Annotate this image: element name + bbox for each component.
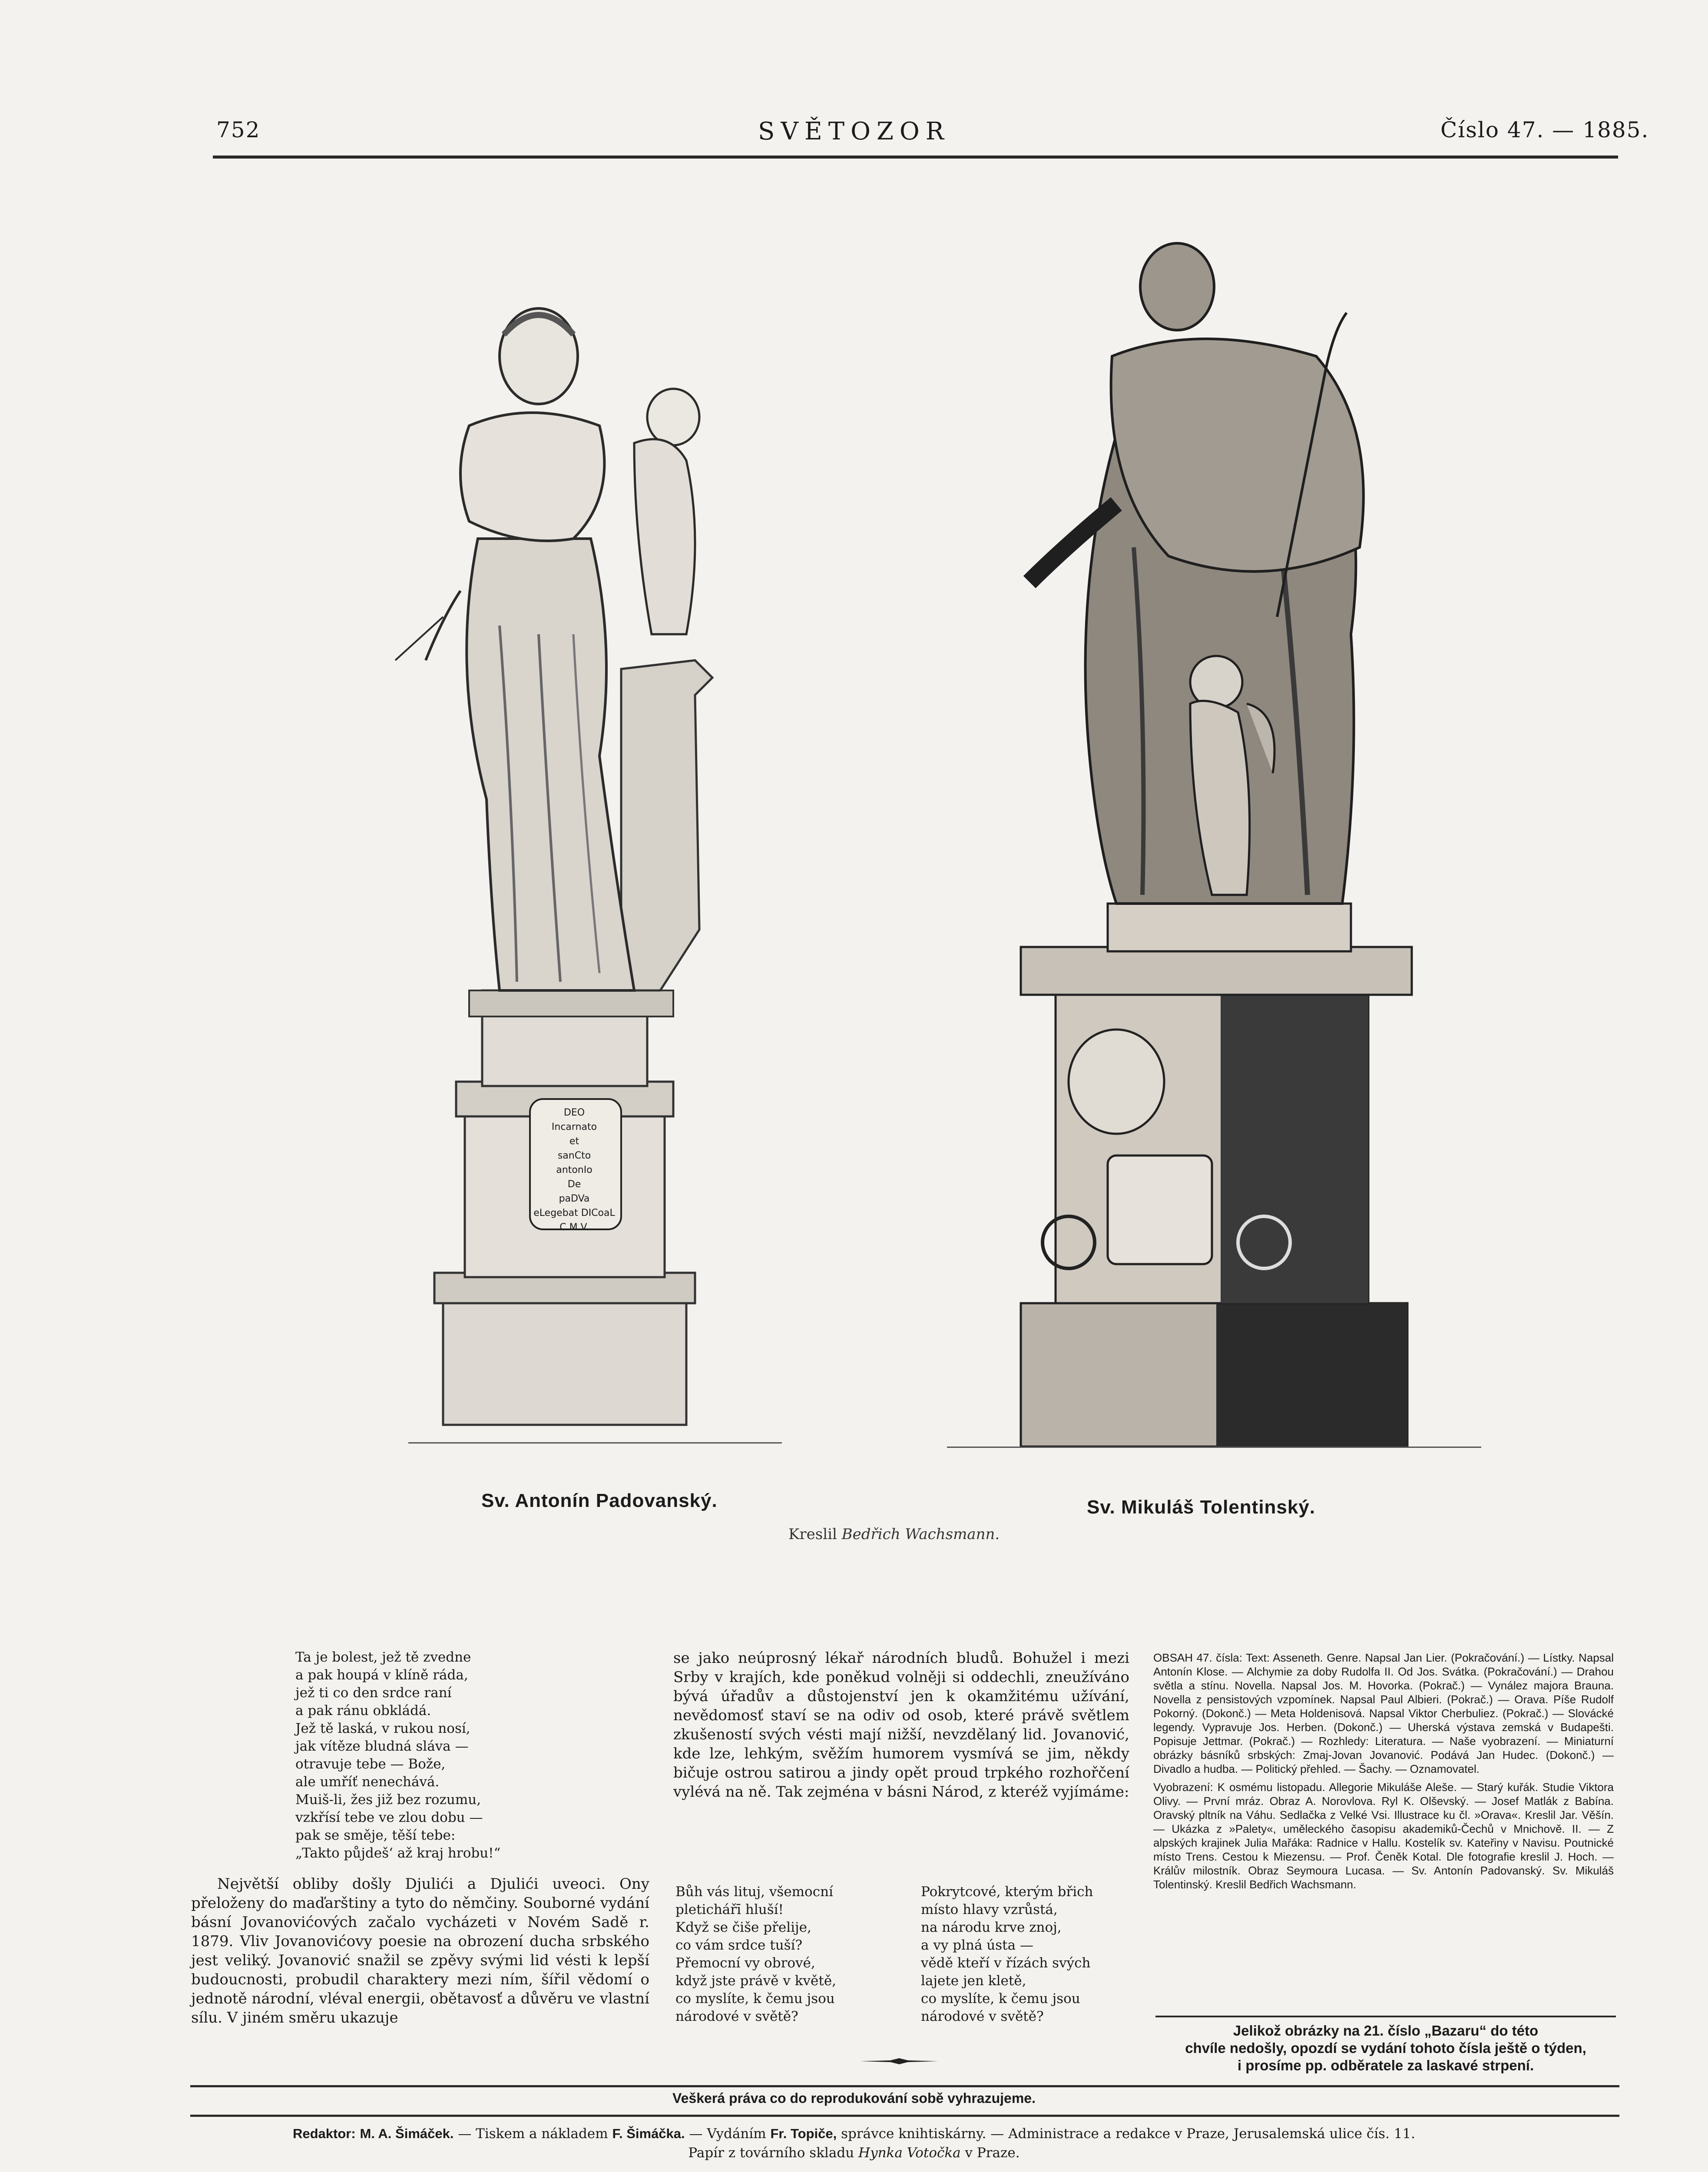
publication-notice [1155,2022,1616,2074]
poem-line: pak se směje, těší tebe: [295,1828,456,1843]
pedestal-plaque-text [531,1106,618,1235]
illustration-credit [788,1526,1000,1543]
plaque-line: et [569,1136,579,1147]
poem-line: otravuje tebe — Bože, [295,1756,446,1772]
poem-line: Když se čiše přelije, [675,1920,811,1935]
imprint-paper-city: v Praze. [965,2145,1020,2161]
poem-line: Pokrytcové, kterým břich [921,1884,1093,1900]
poem-line: „Takto půjdeš‘ až kraj hrobu!“ [295,1845,501,1861]
issue-contents [1153,1651,1614,1896]
imprint-paper-supplier: Hynka Votočka [858,2145,961,2161]
statue-st-anthony-illustration [356,278,791,1451]
imprint-line-2 [0,2143,1708,2162]
imprint-publisher-label: — Vydáním [689,2126,766,2142]
poem-line: vzkřísí tebe ve zlou dobu — [295,1810,483,1825]
poem-line: národové v světě? [921,2009,1044,2024]
contents-text: OBSAH 47. čísla: Text: Asseneth. Genre. Napsal Jan Lier. (Pokračování.) — Lístky. Napsal Antonín Klose. — Alchymie za doby Rudolfa II. Od Jos. Svátka. (Pokračování.) — Drahou světla a stínu. Novella. Napsal Jos. M. Hovorka. (Pokrač.) — Vynález majora Brauna. Novella z pensistových vzpomínek. Napsal Paul Albieri. (Pokrač.) — Orava. Píše Rudolf Pokorný. (Dokonč.) — Meta Holdenisová. Napsal Viktor Cherbuliez. (Pokrač.) — Slovácké legendy. Vypravuje Jos. Herben. (Dokonč.) — Uherská výstava zemská v Budapešti. Popisuje Jettmar. (Pokrač.) — Rozhledy: Literatura. — Naše vyobrazení. — Miniaturní obrázky básníků srbských: Zmaj-Jovan Jovanović. Podává Jan Hudec. (Dokonč.) — Divadlo a hudba. — Politický přehled. — Šachy. — Oznamovatel. [1153,1651,1614,1775]
imprint-editor-label: Redaktor: [292,2126,356,2141]
poem-narod-left [675,1883,836,2026]
rights-notice: Veškerá práva co do reprodukování sobě vyhrazujeme. [672,2090,1036,2106]
page-number: 752 [216,117,261,142]
imprint-address: správce knihtiskárny. — Administrace a redakce v Praze, Jerusalemská ulice čís. 11. [841,2126,1416,2142]
illustration-ground-line [408,1442,782,1444]
poem-line: na národu krve znoj, [921,1920,1062,1935]
credit-name: Bedřich Wachsmann. [841,1526,1000,1543]
column-1-paragraph: Největší obliby došly Djulići a Djulići uveoci. Ony přeloženy do maďarštiny a tyto do němčiny. Souborné vydání básní Jovanovićových začalo vycházeti v Novém Sadě r. 1879. Vliv Jovanovićovy poesie na obrození ducha srbského jest veliký. Jovanović snažil se zpěvy svými lid vésti k lepší budoucnosti, probudil charaktery mezi ním, šířil vědomí o jednotě národní, vléval energii, obětavosť a důvěru ve vlastní sílu. V jiném směru ukazuje [191,1875,649,2026]
footer-rule-mid [190,2115,1619,2117]
imprint-paper-label: Papír z továrního skladu [688,2145,854,2161]
plaque-line: sanCto [557,1150,591,1161]
notice-line: Jelikož obrázky na 21. číslo „Bazaru“ do této [1233,2023,1539,2039]
credit-prefix: Kreslil [788,1526,837,1543]
column-2-paragraph: se jako neúprosný lékař národních bludů. Bohužel i mezi Srby v krajích, kde poněkud volněji si oddechli, zneužíváno bývá úřadův a důstojenství jen k okamžitému užívání, nevědomosť staví se na odiv od osob, které právě světlem zkušeností svých vésti mají nižší, nevzdělaný lid. Jovanović, kde lze, lehkým, svěžím humorem vysmívá se jim, někdy bičuje ostrou satirou a jindy opět proud trpkého rozhořčení vylévá na ně. Tak zejména v básni Národ, z kteréž vyjímáme: [673,1649,1129,1801]
poem-line: lajete jen kletě, [921,1973,1026,1989]
poem-line: co myslíte, k čemu jsou [921,1991,1080,2006]
notice-line: chvíle nedošly, opozdí se vydání tohoto čísla ještě o týden, [1185,2040,1586,2056]
notice-rule [1155,2016,1616,2017]
plaque-line: De [567,1179,581,1190]
poem-line: ale umříť nenechává. [295,1774,440,1790]
plaque-line: DEO [563,1107,585,1118]
poem-line: když jste právě v květě, [675,1973,837,1989]
plaque-line: C.M.V. [559,1222,589,1233]
poem-line: jež ti co den srdce raní [295,1685,452,1701]
poem-line: Jež tě laská, v rukou nosí, [295,1721,470,1736]
issue-number: Číslo 47. — 1885. [1440,117,1649,142]
plaque-line: eLegebat DICoaL [533,1208,615,1218]
plaque-line: antonIo [556,1165,593,1175]
plaque-line: Incarnato [551,1122,597,1132]
poem-line: místo hlavy vzrůstá, [921,1902,1058,1917]
plaque-line: paDVa [559,1193,590,1204]
poem-line: Bůh vás lituj, všemocní [675,1884,833,1900]
poem-line: jak vítěze bludná sláva — [295,1738,469,1754]
imprint-printer-name: F. Šimáčka. [612,2126,685,2141]
poem-line: Přemocní vy obrové, [675,1955,815,1971]
ornament-divider [860,2057,938,2066]
poem-line: národové v světě? [675,2009,798,2024]
magazine-title: SVĚTOZOR [758,117,950,146]
caption-st-nicholas: Sv. Mikuláš Tolentinský. [1087,1497,1316,1518]
poem-line: vědě kteří v řízách svých [921,1955,1091,1971]
notice-line: i prosíme pp. odběratele za laskavé strpení. [1237,2057,1534,2073]
illustration-ground-line [947,1447,1481,1448]
poem-line: a pak ránu obkládá. [295,1703,431,1718]
poem-intro [295,1649,500,1862]
imprint-publisher-name: Fr. Topiče, [770,2126,837,2141]
poem-line: Ta je bolest, jež tě zvedne [295,1649,471,1665]
poem-line: Muiš-li, žes již bez rozumu, [295,1792,481,1808]
footer-rule-top [190,2085,1619,2087]
statue-st-nicholas-illustration [1003,243,1481,1451]
imprint-editor-name: M. A. Šimáček. [360,2126,454,2141]
imprint-print-label: — Tiskem a nákladem [458,2126,608,2142]
poem-line: co vám srdce tuší? [675,1937,803,1953]
header-rule [213,156,1618,159]
poem-line: a vy plná ústa — [921,1937,1033,1953]
caption-st-anthony: Sv. Antonín Padovanský. [481,1490,718,1511]
imprint-line-1 [0,2124,1708,2143]
imprint [0,2124,1708,2162]
poem-line: pletichářī hluší! [675,1902,784,1917]
poem-line: co myslíte, k čemu jsou [675,1991,835,2006]
poem-narod-right [921,1883,1093,2026]
poem-line: a pak houpá v klíně ráda, [295,1667,468,1683]
illustrations-list: Vyobrazení: K osmému listopadu. Allegorie Mikuláše Aleše. — Starý kuřák. Studie Viktora Olivy. — První mráz. Obraz A. Norovlova. Ryl K. Olševský. — Josef Matlák z Babína. Oravský pltník na Váhu. Sedlačka z Velké Vsi. Illustrace ku čl. »Orava«. Kreslil Jar. Věšín. — Ukázka z »Palety«, uměleckého časopisu akademiků-Čechů v Mnichově. II. — Z alpských krajinek Julia Mařáka: Radnice v Hallu. Kostelík sv. Kateřiny v Navisu. Poutnické místo Trens. Cestou k Miezensu. — Prof. Čeněk Kotal. Dle fotografie kreslil J. Hoch. — Králův milostník. Obraz Seymoura Lucasa. — Sv. Antonín Padovanský. Sv. Mikuláš Tolentinský. Kreslil Bedřich Wachsmann. [1153,1781,1614,1891]
